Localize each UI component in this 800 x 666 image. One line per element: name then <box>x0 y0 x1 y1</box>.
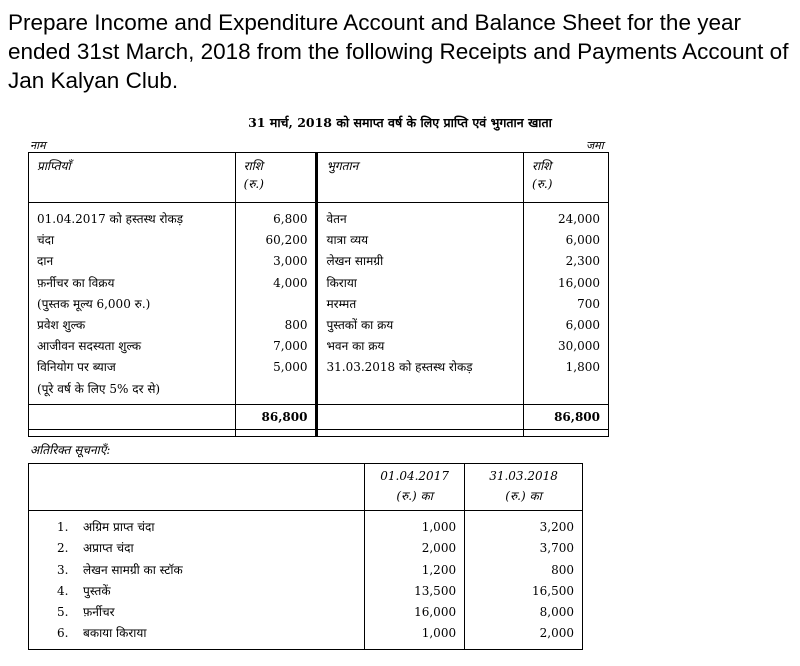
table-row <box>29 560 583 581</box>
receipt-item: फ़र्नीचर का विक्रय <box>29 273 236 294</box>
table-row <box>29 251 609 272</box>
info-item-cell <box>29 602 365 623</box>
receipt-item: (पुस्तक मूल्य 6,000 रु.) <box>29 294 236 315</box>
dr-label: नाम <box>30 139 46 152</box>
table-row <box>29 602 583 623</box>
rp-body <box>29 203 609 405</box>
payments-total: 86,800 <box>524 404 609 429</box>
payment-item: भवन का क्रय <box>317 336 524 357</box>
payment-item: 31.03.2018 को हस्तस्थ रोकड़ <box>317 357 524 378</box>
payment-amount: 700 <box>524 294 609 315</box>
payment-amount: 6,000 <box>524 230 609 251</box>
receipt-item: 01.04.2017 को हस्तस्थ रोकड़ <box>29 203 236 231</box>
receipt-amount <box>235 379 317 405</box>
receipts-total-spacer <box>29 404 236 429</box>
info-item-label: फ़र्नीचर <box>83 605 115 620</box>
info-item-cell <box>29 511 365 539</box>
opening-value: 1,000 <box>365 511 465 539</box>
info-item-label: अग्रिम प्राप्त चंदा <box>83 520 155 534</box>
additional-info-table <box>28 463 583 650</box>
receipt-amount <box>235 294 317 315</box>
closing-value: 8,000 <box>465 602 583 623</box>
receipt-item: दान <box>29 251 236 272</box>
closing-value: 16,500 <box>465 581 583 602</box>
payments-amount-header: राशि (रु.) <box>524 153 609 203</box>
payment-item: मरम्मत <box>317 294 524 315</box>
info-item-cell <box>29 623 365 649</box>
payment-amount: 6,000 <box>524 315 609 336</box>
gap-cell <box>524 429 609 436</box>
info-item-cell <box>29 560 365 581</box>
payment-amount: 1,800 <box>524 357 609 378</box>
info-item-label: पुस्तकें <box>83 583 111 598</box>
receipt-amount: 3,000 <box>235 251 317 272</box>
receipt-amount: 5,000 <box>235 357 317 378</box>
table-row <box>29 379 609 405</box>
receipt-item: आजीवन सदस्यता शुल्क <box>29 336 236 357</box>
receipts-amount-header: राशि (रु.) <box>235 153 317 203</box>
table-row <box>29 230 609 251</box>
receipt-amount: 7,000 <box>235 336 317 357</box>
receipts-header: प्राप्तियाँ <box>29 153 236 203</box>
receipt-amount: 4,000 <box>235 273 317 294</box>
receipt-amount: 60,200 <box>235 230 317 251</box>
table-row <box>29 203 609 231</box>
payments-total-spacer <box>317 404 524 429</box>
table-row <box>29 623 583 649</box>
payment-amount: 16,000 <box>524 273 609 294</box>
receipt-amount: 800 <box>235 315 317 336</box>
payment-item: वेतन <box>317 203 524 231</box>
table-row <box>29 581 583 602</box>
receipt-item: प्रवेश शुल्क <box>29 315 236 336</box>
opening-date-header: 01.04.2017 (रु.) का <box>365 464 465 511</box>
additional-info-blank-header <box>29 464 365 511</box>
table-row <box>29 294 609 315</box>
payment-amount: 30,000 <box>524 336 609 357</box>
payment-amount: 24,000 <box>524 203 609 231</box>
gap-cell <box>235 429 317 436</box>
opening-value: 13,500 <box>365 581 465 602</box>
payment-amount: 2,300 <box>524 251 609 272</box>
additional-info-title: अतिरिक्त सूचनाएँ: <box>30 443 111 457</box>
opening-value: 1,000 <box>365 623 465 649</box>
closing-value: 800 <box>465 560 583 581</box>
question-text: Prepare Income and Expenditure Account and Balance Sheet for the year ended 31st March, 2018 from the following Receipts and Payments Account of Jan Kalyan Club. <box>8 10 789 93</box>
info-item-number: 6. <box>57 626 69 641</box>
payment-item: यात्रा व्यय <box>317 230 524 251</box>
table-row <box>29 315 609 336</box>
table-row <box>29 273 609 294</box>
table-row <box>29 357 609 378</box>
info-item-number: 4. <box>57 583 69 598</box>
closing-value: 3,200 <box>465 511 583 539</box>
payments-header: भुगतान <box>317 153 524 203</box>
receipt-amount: 6,800 <box>235 203 317 231</box>
rp-account-title: 31 मार्च, 2018 को समाप्त वर्ष के लिए प्राप्ति एवं भुगतान खाता <box>248 115 552 130</box>
payment-item: पुस्तकों का क्रय <box>317 315 524 336</box>
info-item-cell <box>29 581 365 602</box>
table-row <box>29 511 583 539</box>
payment-item <box>317 379 524 405</box>
receipt-item: विनियोग पर ब्याज <box>29 357 236 378</box>
opening-value: 1,200 <box>365 560 465 581</box>
opening-value: 2,000 <box>365 538 465 559</box>
gap-cell <box>317 429 524 436</box>
receipt-item: (पूरे वर्ष के लिए 5% दर से) <box>29 379 236 405</box>
info-item-number: 5. <box>57 605 69 620</box>
receipts-total: 86,800 <box>235 404 317 429</box>
payment-item: लेखन सामग्री <box>317 251 524 272</box>
payment-item: किराया <box>317 273 524 294</box>
info-item-number: 3. <box>57 562 69 577</box>
closing-value: 2,000 <box>465 623 583 649</box>
gap-cell <box>29 429 236 436</box>
receipt-item: चंदा <box>29 230 236 251</box>
info-item-number: 1. <box>57 520 69 534</box>
additional-info-body <box>29 511 583 650</box>
table-row <box>29 538 583 559</box>
receipts-payments-table <box>28 152 609 437</box>
info-item-label: लेखन सामग्री का स्टॉक <box>83 562 183 577</box>
opening-value: 16,000 <box>365 602 465 623</box>
cr-label: जमा <box>586 139 604 152</box>
table-row <box>29 336 609 357</box>
closing-value: 3,700 <box>465 538 583 559</box>
info-item-number: 2. <box>57 541 69 556</box>
info-item-label: अप्राप्त चंदा <box>83 541 134 556</box>
info-item-cell <box>29 538 365 559</box>
closing-date-header: 31.03.2018 (रु.) का <box>465 464 583 511</box>
info-item-label: बकाया किराया <box>83 626 147 641</box>
payment-amount <box>524 379 609 405</box>
